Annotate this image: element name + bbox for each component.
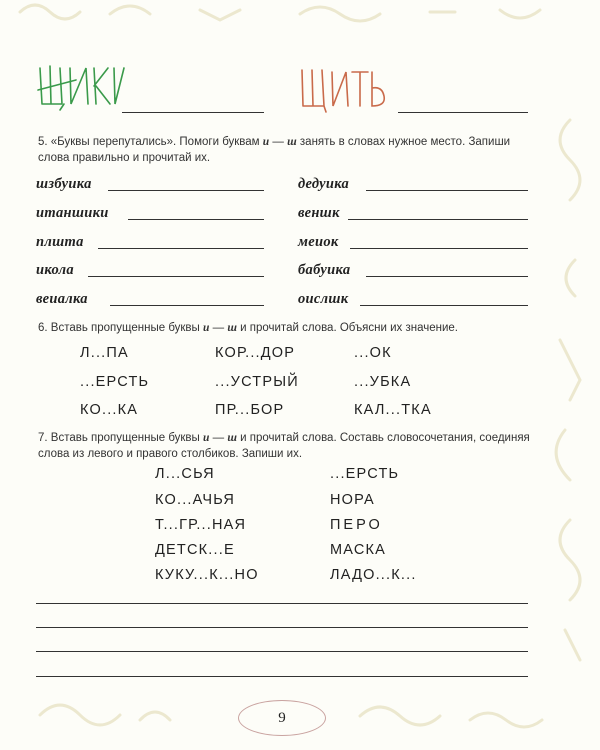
task5-right-word: оислшк (298, 291, 349, 307)
task7-right-word: НОРА (330, 492, 375, 508)
task6-instruction (38, 320, 558, 336)
task5-answer-line[interactable] (366, 190, 528, 191)
task5-answer-line[interactable] (348, 219, 528, 220)
task5-letter-b: ш (287, 136, 297, 148)
task6-word: КО...КА (80, 402, 139, 418)
page-number: 9 (278, 709, 286, 726)
task5-answer-line[interactable] (350, 248, 528, 249)
task5-right-word: бабуика (298, 262, 351, 278)
task5-answer-line[interactable] (128, 219, 264, 220)
task5-right-word: веншк (298, 205, 340, 221)
task6-word: ...УБКА (354, 374, 412, 390)
task5-left-word: плшта (36, 234, 84, 250)
task7-left-word: КО...АЧЬЯ (155, 492, 235, 508)
task6-word: ...ОК (354, 345, 392, 361)
task5-left-word: шзбуика (36, 176, 92, 192)
task5-left-word: итаншики (36, 205, 109, 221)
task7-letter-b: ш (227, 432, 237, 444)
task7-instruction-suffix: и прочитай слова. Составь словосочетания, соединяя (240, 432, 530, 444)
page-number-badge (238, 700, 326, 736)
handwriting-sample-left-image (36, 60, 126, 112)
task7-answer-line[interactable] (36, 651, 528, 652)
task5-left-word: икола (36, 262, 74, 278)
task6-dash: — (212, 322, 225, 334)
task7-instruction-prefix: 7. Вставь пропущенные буквы (38, 432, 200, 444)
task7-right-word: ЛАДО...К... (330, 567, 417, 583)
task6-word: ...УСТРЫЙ (215, 374, 299, 390)
task7-right-word: ...ЕРСТЬ (330, 466, 400, 482)
task6-letter-a: и (203, 322, 210, 334)
task7-instruction (38, 430, 558, 462)
task6-letter-b: ш (227, 322, 237, 334)
task7-answer-line[interactable] (36, 627, 528, 628)
task7-left-word: ДЕТСК...Е (155, 542, 235, 558)
task5-answer-line[interactable] (98, 248, 264, 249)
task5-answer-line[interactable] (360, 305, 528, 306)
task7-left-word: Т...ГР...НАЯ (155, 517, 247, 533)
task5-answer-line[interactable] (88, 276, 264, 277)
task7-right-word: ПЕРО (330, 517, 383, 533)
task5-right-word: меиок (298, 234, 339, 250)
task6-word: КАЛ...ТКА (354, 402, 432, 418)
task5-instruction-line2: слова правильно и прочитай их. (38, 152, 211, 164)
task6-word: Л...ПА (80, 345, 129, 361)
task7-dash: — (212, 432, 225, 444)
answer-line-top-right (398, 112, 528, 113)
task5-left-word: веиалка (36, 291, 88, 307)
task7-left-word: КУКУ...К...НО (155, 567, 259, 583)
task7-right-word: МАСКА (330, 542, 387, 558)
task6-word: ПР...БОР (215, 402, 285, 418)
handwriting-sample-right (298, 62, 388, 119)
answer-line-top-left (122, 112, 264, 113)
task7-answer-line[interactable] (36, 676, 528, 677)
task5-dash: — (272, 136, 284, 148)
task5-answer-line[interactable] (108, 190, 264, 191)
task5-instruction-prefix: 5. «Буквы перепутались». Помоги буквам (38, 136, 260, 148)
task6-instruction-prefix: 6. Вставь пропущенные буквы (38, 322, 200, 334)
handwriting-sample-left (36, 60, 126, 117)
task7-letter-a: и (203, 432, 210, 444)
task5-answer-line[interactable] (110, 305, 264, 306)
task5-right-word: дедуика (298, 176, 350, 192)
task5-instruction (38, 134, 558, 166)
task5-instruction-suffix: занять в словах нужное место. Запиши (299, 136, 511, 148)
task5-letter-a: и (262, 136, 270, 148)
task6-word: ...ЕРСТЬ (80, 374, 150, 390)
task7-instruction-line2: слова из левого и правого столбиков. Запиши их. (38, 448, 303, 460)
task7-left-word: Л...СЬЯ (155, 466, 215, 482)
task5-answer-line[interactable] (366, 276, 528, 277)
task6-instruction-suffix: и прочитай слова. Объясни их значение. (240, 322, 459, 334)
task7-answer-line[interactable] (36, 603, 528, 604)
handwriting-sample-right-image (298, 62, 388, 114)
task6-word: КОР...ДОР (215, 345, 296, 361)
